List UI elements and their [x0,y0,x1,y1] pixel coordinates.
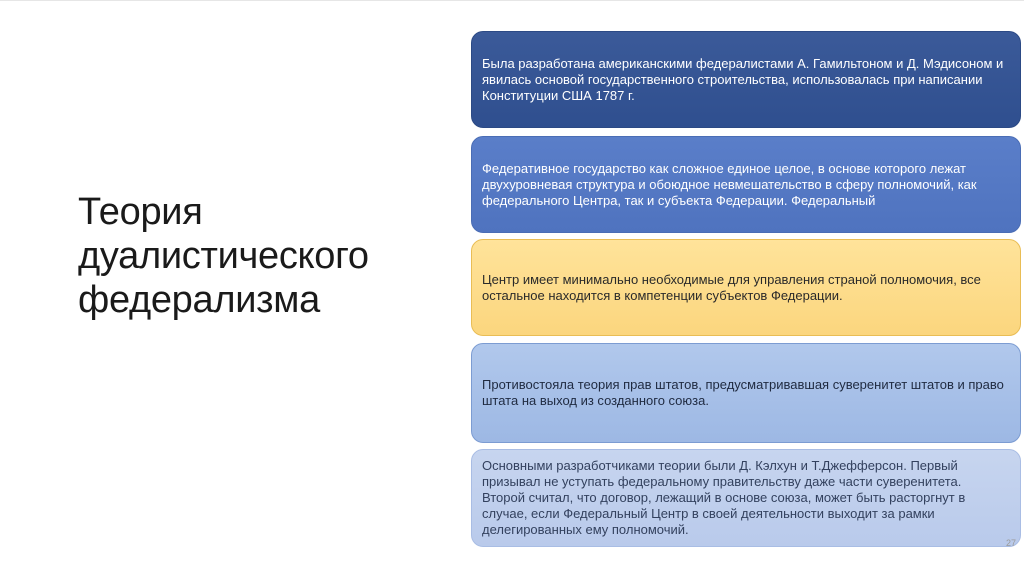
info-box-developers [471,449,1021,547]
info-box-origin [471,31,1021,128]
info-box-text: Противостояла теория прав штатов, предусматривавшая суверенитет штатов и право штата на выход из созданного союза. [482,377,1004,408]
title-line-1: Теория [78,191,203,233]
slide-title [78,190,438,322]
info-box-definition [471,136,1021,233]
info-box-text: Была разработана американскими федералистами А. Гамильтоном и Д. Мэдисоном и явилась основой государственного строительства, использовалась при написании Конституции США 1787 г. [482,56,1004,103]
info-box-states-rights [471,343,1021,443]
info-box-text: Центр имеет минимально необходимые для управления страной полномочия, все остальное находится в компетенции субъектов Федерации. [482,271,981,303]
info-box-text: Основными разработчиками теории были Д. Кэлхун и Т.Джефферсон. Первый призывал не уступать федеральному правительству даже части суверенитета. Второй считал, что договор, лежащий в основе союза, может быть расторгнут в случае, если Федеральный Центр в своей деятельности выходит за рамки делегированных ему полномочий. [482,458,966,537]
top-border [0,0,1024,1]
page-number: 27 [1005,538,1016,548]
info-box-powers [471,239,1021,336]
title-line-2: дуалистического [78,235,369,277]
title-line-3: федерализма [78,279,320,321]
info-box-text: Федеративное государство как сложное единое целое, в основе которого лежат двухуровневая структура и обоюдное невмешательство в сферу полномочий, как федерального Центра, так и субъекта Федерации. Федеральный [482,161,977,208]
